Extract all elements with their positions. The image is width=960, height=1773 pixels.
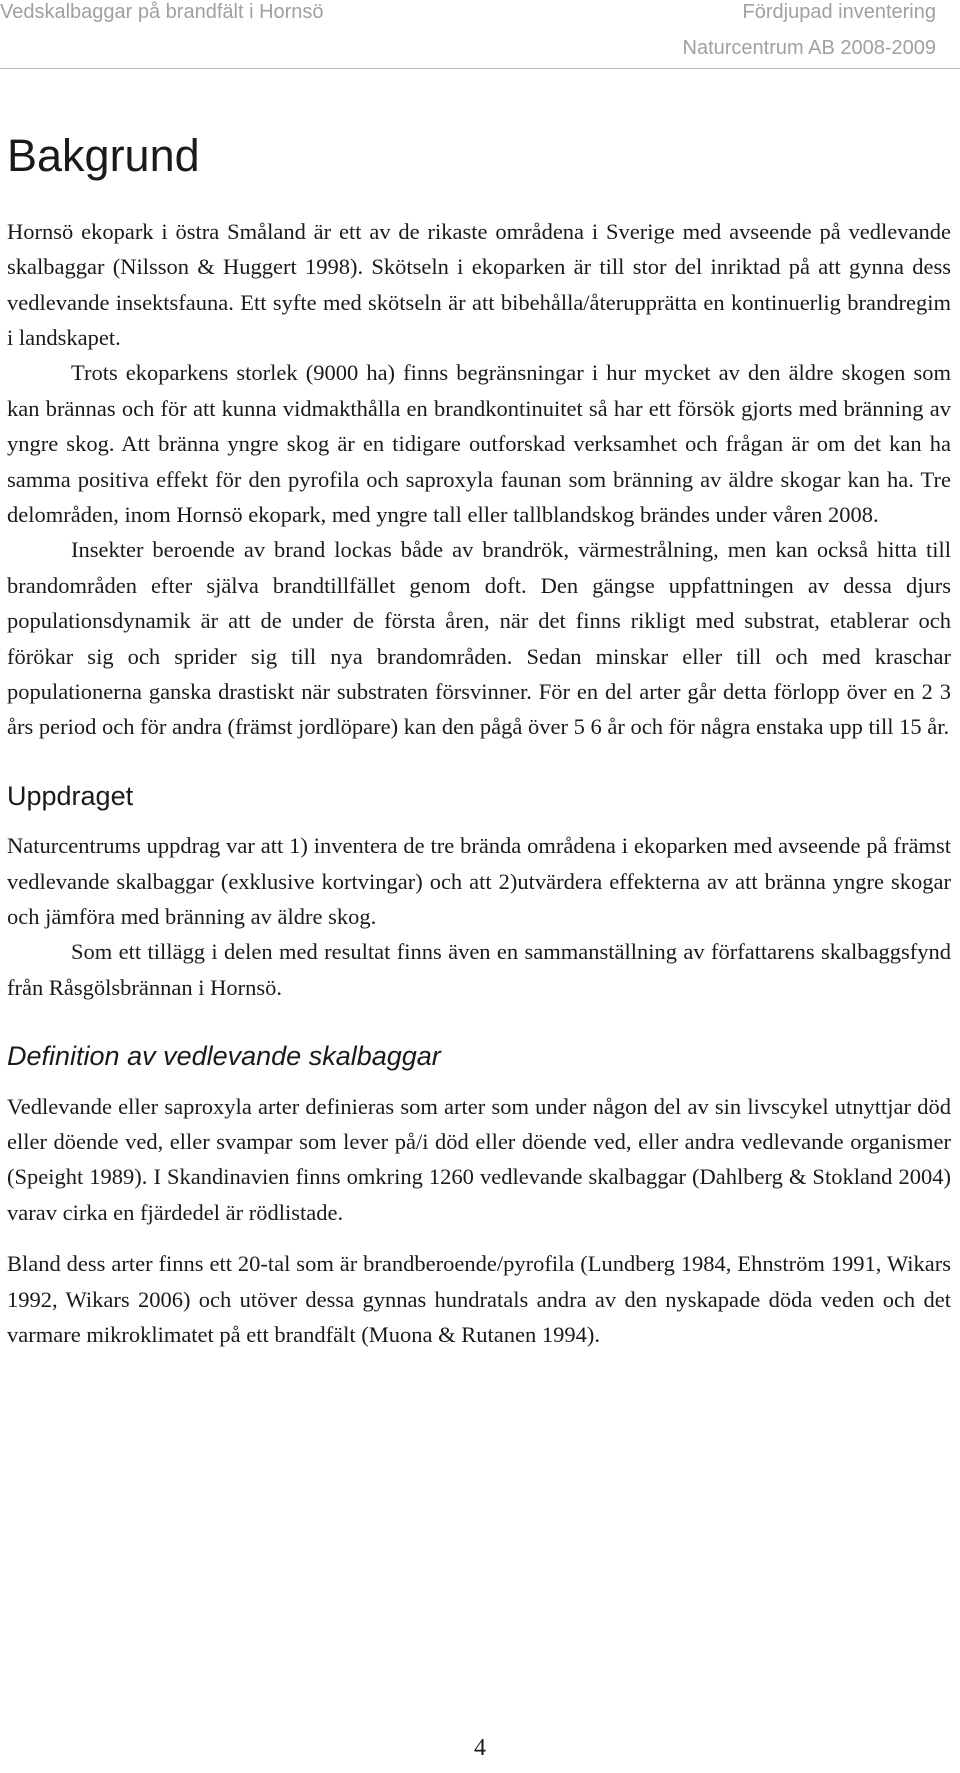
page-header: [0, 0, 960, 69]
heading-uppdraget: Uppdraget: [7, 780, 134, 811]
paragraph-bakgrund-1: Hornsö ekopark i östra Småland är ett av de rikaste områdena i Sverige med avseende på vedlevande skalbaggar (Nilsson & Huggert 1998). Skötseln i ekoparken är till stor del inriktad på att gynna dess vedlevande insektsfauna. Ett syfte med skötseln är att bibehålla/återupprätta en kontinuerlig brandregim i landskapet.: [7, 218, 951, 350]
document-title: Vedskalbaggar på brandfält i Hornsö: [0, 1, 324, 23]
page-body: [7, 130, 951, 1353]
heading-definition: Definition av vedlevande skalbaggar: [7, 1041, 441, 1072]
page-number: 4: [474, 1735, 486, 1761]
paragraph-uppdraget-2: Som ett tillägg i delen med resultat finns även en sammanställning av författarens skalbaggsfynd från Råsgölsbrännan i Hornsö.: [7, 939, 951, 1000]
paragraph-uppdraget-1: Naturcentrums uppdrag var att 1) inventera de tre brända områdena i ekoparken med avseende på främst vedlevande skalbaggar (exklusive kortvingar) och att 2)utvärdera effekterna av att bränna yngre skogar och jämföra med bränning av äldre skog.: [7, 833, 951, 930]
paragraph-bakgrund-3: Insekter beroende av brand lockas både av brandrök, värmestrålning, men kan också hitta till brandområden efter själva brandtillfället genom doft. Den gängse uppfattningen av dessa djurs populationsdynamik är att de under de första åren, när det finns rikligt med substrat, etablerar och förökar sig och sprider sig till nya brandområden. Sedan minskar eller till och med kraschar populationerna ganska drastiskt när substraten försvinner. För en del arter går detta förlopp över en 2 3 års period och för andra (främst jordlöpare) kan den pågå över 5 6 år och för några enstaka upp till 15 år.: [7, 537, 951, 740]
report-type: Fördjupad inventering: [742, 1, 936, 23]
heading-bakgrund: Bakgrund: [7, 130, 200, 181]
paragraph-bakgrund-2: Trots ekoparkens storlek (9000 ha) finns begränsningar i hur mycket av den äldre skogen som kan brännas och för att kunna vidmakthålla en brandkontinuitet så har ett försök gjorts med bränning av yngre skog. Att bränna yngre skog är en tidigare outforskad verksamhet och frågan är om det kan ha samma positiva effekt för den pyrofila och saproxyla faunan som bränning av äldre skogar kan ha. Tre delområden, inom Hornsö ekopark, med yngre tall eller tallblandskog brändes under våren 2008.: [7, 360, 951, 527]
publisher-line: Naturcentrum AB 2008-2009: [682, 37, 936, 59]
paragraph-definition-2: Bland dess arter finns ett 20-tal som är brandberoende/pyrofila (Lundberg 1984, Ehnström 1991, Wikars 1992, Wikars 2006) och utöver dessa gynnas hundratals andra av den nyskapade döda veden och det varmare mikroklimatet på ett brandfält (Muona & Rutanen 1994).: [7, 1251, 951, 1348]
paragraph-definition-1: Vedlevande eller saproxyla arter definieras som arter som under någon del av sin livscykel utnyttjar död eller döende ved, eller svampar som lever på/i död eller döende ved, eller andra vedlevande organismer (Speight 1989). I Skandinavien finns omkring 1260 vedlevande skalbaggar (Dahlberg & Stokland 2004) varav cirka en fjärdedel är rödlistade.: [7, 1093, 951, 1225]
